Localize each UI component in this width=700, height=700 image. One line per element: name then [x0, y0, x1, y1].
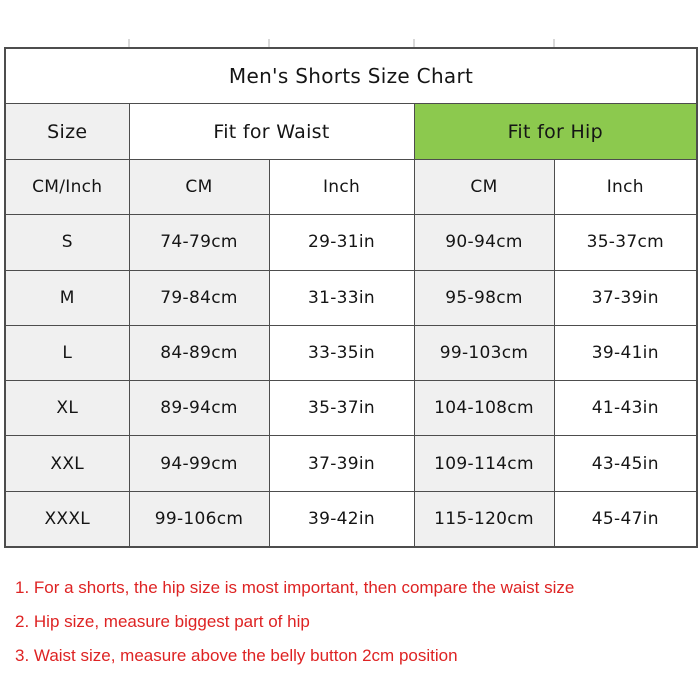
hip-cm-value: 99-103cm [414, 325, 554, 380]
size-label: S [5, 215, 129, 270]
table-row-xxxl [5, 491, 697, 547]
column-group-row [5, 104, 697, 160]
waist-in-value: 29-31in [269, 215, 414, 270]
waist-cm-value: 84-89cm [129, 325, 269, 380]
hip-cm-value: 104-108cm [414, 381, 554, 436]
size-label: XXXL [5, 491, 129, 547]
subheader-cm-inch: CM/Inch [5, 160, 129, 215]
hip-in-value: 43-45in [554, 436, 697, 491]
note-hip-importance: 1. For a shorts, the hip size is most important, then compare the waist size [15, 578, 575, 597]
subheader-hip-inch: Inch [554, 160, 697, 215]
col-group-hip: Fit for Hip [414, 104, 697, 160]
waist-cm-value: 89-94cm [129, 381, 269, 436]
waist-cm-value: 94-99cm [129, 436, 269, 491]
title-row [5, 48, 697, 104]
table-row-xl [5, 381, 697, 436]
waist-cm-value: 79-84cm [129, 270, 269, 325]
table-row-xxl [5, 436, 697, 491]
subheader-waist-cm: CM [129, 160, 269, 215]
table-row-l [5, 325, 697, 380]
table-row-m [5, 270, 697, 325]
hip-in-value: 41-43in [554, 381, 697, 436]
waist-in-value: 33-35in [269, 325, 414, 380]
hip-in-value: 45-47in [554, 491, 697, 547]
table-row-s [5, 215, 697, 270]
hip-in-value: 35-37cm [554, 215, 697, 270]
size-label: M [5, 270, 129, 325]
waist-in-value: 39-42in [269, 491, 414, 547]
subheader-waist-inch: Inch [269, 160, 414, 215]
col-group-size: Size [5, 104, 129, 160]
col-group-waist: Fit for Waist [129, 104, 414, 160]
waist-cm-value: 99-106cm [129, 491, 269, 547]
waist-cm-value: 74-79cm [129, 215, 269, 270]
hip-in-value: 39-41in [554, 325, 697, 380]
size-label: XL [5, 381, 129, 436]
chart-title: Men's Shorts Size Chart [5, 48, 697, 104]
hip-cm-value: 90-94cm [414, 215, 554, 270]
measurement-notes [15, 578, 574, 680]
hip-cm-value: 115-120cm [414, 491, 554, 547]
subheader-row [5, 160, 697, 215]
waist-in-value: 37-39in [269, 436, 414, 491]
note-hip-measure: 2. Hip size, measure biggest part of hip [15, 612, 310, 631]
waist-in-value: 35-37in [269, 381, 414, 436]
hip-cm-value: 109-114cm [414, 436, 554, 491]
hip-in-value: 37-39in [554, 270, 697, 325]
subheader-hip-cm: CM [414, 160, 554, 215]
hip-cm-value: 95-98cm [414, 270, 554, 325]
note-waist-measure: 3. Waist size, measure above the belly button 2cm position [15, 646, 458, 665]
size-chart-table [4, 47, 698, 548]
size-label: L [5, 325, 129, 380]
waist-in-value: 31-33in [269, 270, 414, 325]
size-label: XXL [5, 436, 129, 491]
